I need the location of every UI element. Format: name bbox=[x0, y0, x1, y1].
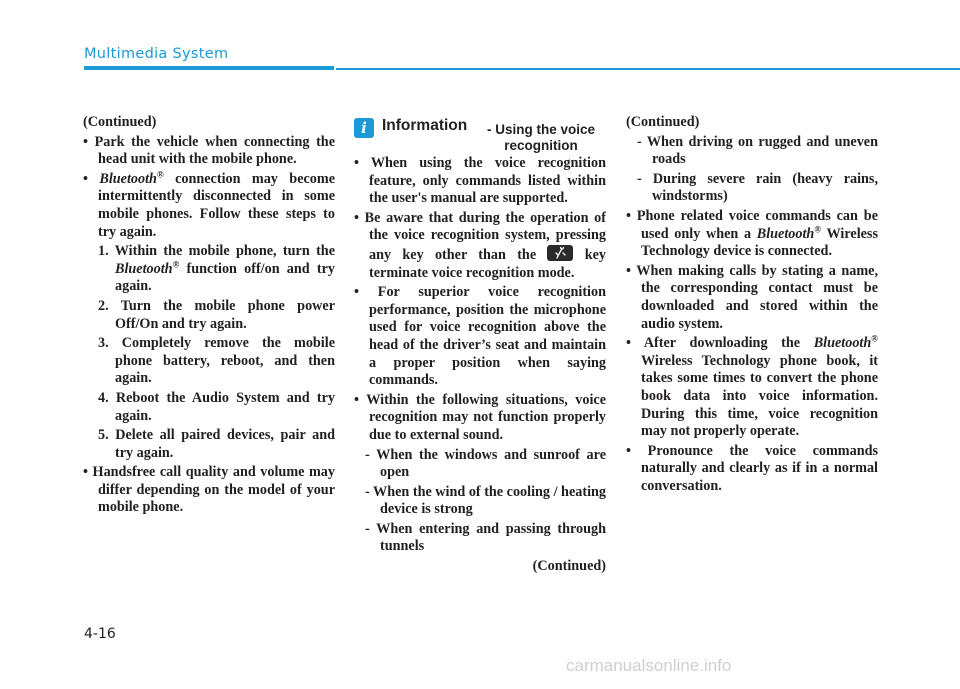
dash-rugged-roads: - When driving on rugged and uneven roads bbox=[637, 133, 878, 168]
bullet-bluetooth-connection: • Bluetooth® connection may become intermittently disconnected in some mobile phones. Follow these steps to try again. bbox=[83, 169, 335, 240]
bullet-phone-commands: • Phone related voice commands can be used only when a Bluetooth® Wireless Technology device is connected. bbox=[626, 207, 878, 260]
watermark: carmanualsonline.info bbox=[566, 656, 732, 675]
bullet-handsfree-quality: • Handsfree call quality and volume may differ depending on the model of your mobile phone. bbox=[83, 464, 335, 516]
header-rule-thin bbox=[336, 68, 960, 70]
bullet-external-sound: • Within the following situations, voice recognition may not function properly due to external sound. bbox=[354, 391, 606, 443]
step-1: 1. Within the mobile phone, turn the Bluetooth® function off/on and try again. bbox=[98, 243, 335, 295]
bullet-key-terminates: • Be aware that during the operation of the voice recognition system, pressing any key other than the key terminate voice recognition mode. bbox=[354, 209, 607, 281]
dash-windows-open: - When the windows and sunroof are open bbox=[365, 446, 606, 481]
bullet-park-vehicle: • Park the vehicle when connecting the head unit with the mobile phone. bbox=[83, 133, 335, 168]
column-left bbox=[83, 114, 335, 519]
bullet-contact-download: • When making calls by stating a name, the corresponding contact must be downloaded and stored within the audio system. bbox=[626, 262, 878, 332]
section-title: Multimedia System bbox=[84, 46, 229, 62]
information-heading bbox=[354, 117, 606, 153]
bullet-microphone-position: • For superior voice recognition performance, position the microphone used for voice recognition above the head of the driver’s seat and maintain a proper position when saying commands. bbox=[354, 284, 606, 389]
continued-label: (Continued) bbox=[626, 114, 700, 130]
bullet-phone-book: • After downloading the Bluetooth® Wireless Technology phone book, it takes some times to convert the phone book data into voice information. During this time, voice recognition may not properly operate. bbox=[626, 333, 878, 440]
step-5: 5. Delete all paired devices, pair and try again. bbox=[98, 427, 335, 461]
step-4: 4. Reboot the Audio System and try again. bbox=[98, 389, 335, 424]
information-icon: i bbox=[354, 118, 374, 138]
column-right bbox=[626, 114, 878, 497]
bullet-supported-commands: • When using the voice recognition feature, only commands listed within the user's manual are supported. bbox=[354, 155, 606, 207]
dash-wind-cooling: - When the wind of the cooling / heating device is strong bbox=[365, 483, 606, 518]
continued-label: (Continued) bbox=[532, 558, 606, 575]
information-label: Information bbox=[382, 117, 468, 134]
step-3: 3. Completely remove the mobile phone battery, reboot, and then again. bbox=[98, 335, 335, 387]
bullet-pronounce-naturally: • Pronounce the voice commands naturally and clearly as if in a normal conversation. bbox=[626, 442, 878, 494]
voice-recognition-key-icon bbox=[547, 245, 573, 261]
column-middle bbox=[354, 117, 606, 578]
page-number: 4-16 bbox=[84, 626, 116, 642]
dash-severe-rain: - During severe rain (heavy rains, windstorms) bbox=[637, 170, 878, 205]
dash-tunnels: - When entering and passing through tunnels bbox=[365, 520, 606, 555]
continued-label: (Continued) bbox=[83, 114, 157, 130]
step-2: 2. Turn the mobile phone power Off/On and try again. bbox=[98, 297, 335, 332]
bluetooth-term: Bluetooth bbox=[99, 170, 157, 187]
information-subtitle: - Using the voice recognition bbox=[486, 122, 596, 153]
header-rule-thick bbox=[84, 66, 334, 70]
